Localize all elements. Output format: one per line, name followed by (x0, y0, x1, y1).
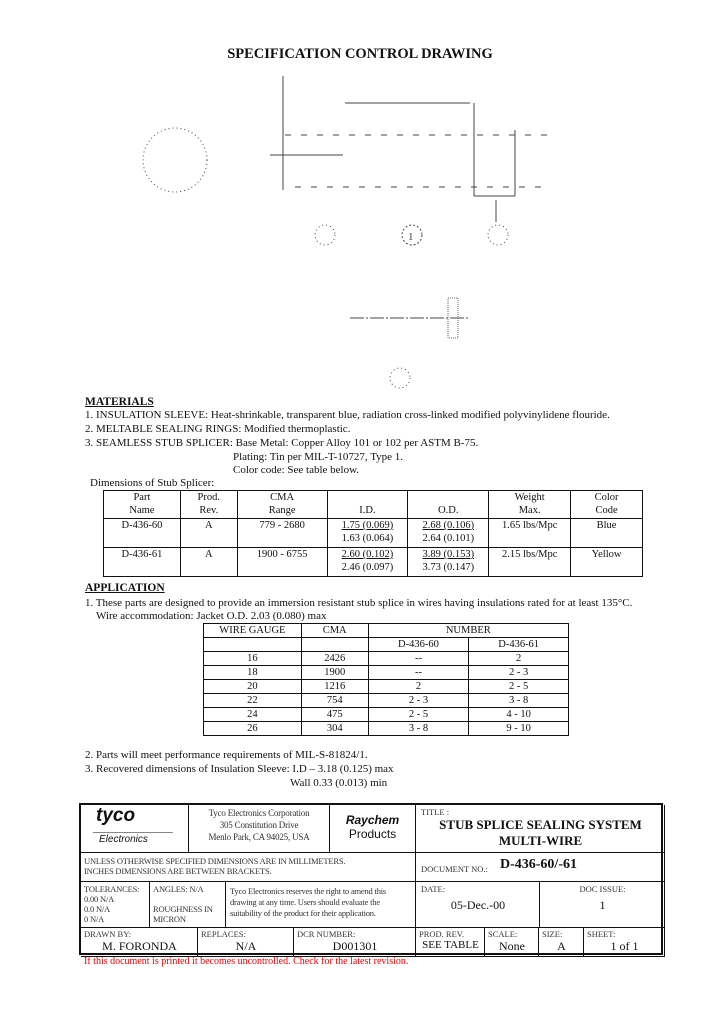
title-block-sheet: 1 of 1 (610, 939, 639, 953)
wire-table-rows-4-3: 4 - 10 (469, 708, 569, 722)
tolerances-cell (81, 882, 150, 928)
splicer-table-rows-1-7: 2.15 lbs/Mpc (489, 548, 571, 577)
table-row (204, 666, 569, 680)
logo-cell (81, 805, 189, 853)
splicer-table-headers-0-0: Part (133, 492, 151, 503)
splicer-table-rows-1-4: 2.46 (0.097) (341, 562, 394, 573)
title-block-brand: Raychem (345, 813, 400, 827)
title-cell (416, 805, 665, 853)
material-item: 2. MELTABLE SEALING RINGS: Modified thermoplastic. (85, 423, 351, 435)
title-block-address-1: 305 Constitution Drive (219, 820, 299, 830)
title-block-disclaimer-0: Tyco Electronics reserves the right to amend this (230, 886, 387, 896)
splicer-table-headers-1-1: Rev. (199, 505, 219, 516)
title-block-sheet-label: SHEET: (587, 929, 616, 939)
title-block-dcr: D001301 (332, 939, 378, 953)
splicer-table-rows-1-5: 3.89 (0.153) (422, 549, 475, 560)
splicer-table-rows-1-2: 1900 - 6755 (237, 548, 327, 577)
title-block-size: A (557, 939, 566, 953)
wire-table-rows-4-2: 2 - 5 (368, 708, 469, 722)
dcr-cell (294, 928, 416, 957)
title-block-docno-label: DOCUMENT NO.: (421, 864, 488, 874)
wire-table-rows-1-2: -- (368, 666, 469, 680)
material-color-code: Color code: See table below. (233, 464, 360, 476)
drawing (130, 60, 610, 390)
title-block-rough-1: MICRON (153, 914, 186, 924)
title-block-disclaimer-1: drawing at any time. Users should evaluate the (230, 897, 380, 907)
title-block-units1: UNLESS OTHERWISE SPECIFIED DIMENSIONS ARE IN MILLIMETERS. (84, 856, 346, 866)
title-block-date: 05-Dec.-00 (450, 898, 506, 912)
title-block (79, 803, 663, 955)
material-item: 3. SEAMLESS STUB SPLICER: Base Metal: Copper Alloy 101 or 102 per ASTM B-75. (85, 437, 479, 449)
splicer-table-rows-1-8: Yellow (571, 548, 643, 577)
splicer-table-headers-6-1: Code (595, 505, 618, 516)
title-block-size-label: SIZE: (542, 929, 563, 939)
raychem-cell (330, 805, 416, 853)
title-block-tol-2: 0.0 N/A (84, 904, 110, 914)
splicer-table-headers-6-0: Color (594, 492, 619, 503)
table-row (204, 722, 569, 736)
logo-sub: Electronics (99, 834, 148, 845)
splicer-table-headers-1-0: Prod. (197, 492, 221, 503)
address-cell (189, 805, 330, 853)
wire-table-rows-1-1: 1900 (301, 666, 368, 680)
table-row (104, 548, 643, 577)
size-cell (539, 928, 584, 957)
title-block-title2: MULTI-WIRE (498, 833, 583, 848)
title-block-scale-label: SCALE: (488, 929, 518, 939)
wire-table-rows-4-0: 24 (204, 708, 302, 722)
wire-table-rows-2-1: 1216 (301, 680, 368, 694)
title-block-replaces: N/A (235, 939, 257, 953)
sheet-cell (584, 928, 665, 957)
application-line: 3. Recovered dimensions of Insulation Sleeve: I.D – 3.18 (0.125) max (85, 763, 394, 775)
tyco-logo: tyco (96, 805, 136, 826)
title-block-scale: None (499, 939, 525, 953)
splicer-table-rows-0-2: 779 - 2680 (237, 519, 327, 548)
table-row (204, 708, 569, 722)
wire-table-rows-2-2: 2 (368, 680, 469, 694)
splicer-table-rows-0-7: 1.65 lbs/Mpc (489, 519, 571, 548)
material-item: 1. INSULATION SLEEVE: Heat-shrinkable, transparent blue, radiation cross-linked modified polyvinylidene flouride. (85, 409, 610, 421)
application-line: Wire accommodation: Jacket O.D. 2.03 (0.080) max (96, 610, 327, 622)
units-cell (81, 853, 416, 882)
title-block-issue-label: DOC ISSUE: (579, 884, 626, 894)
wire-table-headers-0: WIRE GAUGE (204, 624, 302, 638)
angles-cell (150, 882, 226, 928)
document-number: D-436-60/-61 (500, 857, 577, 872)
wire-table-rows-2-0: 20 (204, 680, 302, 694)
title-block-angles: ANGLES: N/A (153, 884, 204, 894)
title-block-issue: 1 (599, 898, 606, 912)
table-row (104, 519, 643, 548)
end-view-circle (143, 128, 207, 192)
title-block-disclaimer-2: suitability of the product for their application. (230, 908, 376, 918)
title-block-title-label: TITLE : (421, 807, 450, 817)
wire-table-rows-3-0: 22 (204, 694, 302, 708)
material-plating: Plating: Tin per MIL-T-10727, Type 1. (233, 451, 404, 463)
title-block-date-label: DATE: (421, 884, 446, 894)
table-row (204, 652, 569, 666)
wire-table (203, 623, 569, 736)
wire-table-rows-0-2: -- (368, 652, 469, 666)
table-row (204, 680, 569, 694)
replaces-cell (198, 928, 294, 957)
splicer-table (103, 490, 643, 577)
splicer-table-rows-1-3: 2.60 (0.102) (341, 549, 394, 560)
docno-cell (416, 853, 665, 882)
title-block-address-0: Tyco Electronics Corporation (208, 808, 310, 818)
wire-table-rows-3-3: 3 - 8 (469, 694, 569, 708)
splicer-table-headers-2-0: CMA (270, 492, 295, 503)
application-heading: APPLICATION (85, 582, 165, 594)
wire-table-rows-0-1: 2426 (301, 652, 368, 666)
splicer-table-headers-5-1: Max. (518, 505, 541, 516)
splicer-table-rows-1-1: A (180, 548, 237, 577)
title-block-tol-0: TOLERANCES: (84, 884, 140, 894)
wire-table-headers-4: D-436-61 (469, 638, 569, 652)
splicer-table-rows-0-0: D-436-60 (104, 519, 181, 548)
wire-table-rows-5-2: 3 - 8 (368, 722, 469, 736)
wire-table-rows-5-1: 304 (301, 722, 368, 736)
wire-table-rows-4-1: 475 (301, 708, 368, 722)
splicer-table-rows-0-8: Blue (571, 519, 643, 548)
wire-table-rows-3-2: 2 - 3 (368, 694, 469, 708)
wire-table-rows-5-3: 9 - 10 (469, 722, 569, 736)
title-block-dcr-label: DCR NUMBER: (297, 929, 356, 939)
application-line: Wall 0.33 (0.013) min (290, 777, 388, 789)
title-block-tol-3: 0 N/A (84, 914, 105, 924)
prodrev-cell (416, 928, 485, 957)
wire-table-headers-3: D-436-60 (368, 638, 469, 652)
table-row (204, 694, 569, 708)
scale-cell (485, 928, 539, 957)
splicer-table-rows-0-6: 2.64 (0.101) (422, 533, 475, 544)
wire-table-rows-0-3: 2 (469, 652, 569, 666)
splicer-table-headers-0-1: Name (129, 505, 155, 516)
wire-table-rows-2-3: 2 - 5 (469, 680, 569, 694)
splicer-table-rows-0-1: A (180, 519, 237, 548)
uncontrolled-notice: If this document is printed it becomes uncontrolled. Check for the latest revision. (84, 956, 409, 967)
table-header-row (104, 491, 643, 519)
balloon-label: 1 (408, 231, 414, 243)
wire-table-headers-1: CMA (301, 624, 368, 638)
splicer-table-headers-2-1: Range (268, 505, 296, 516)
title-block-drawn-label: DRAWN BY: (84, 929, 131, 939)
drawn-cell (81, 928, 198, 957)
title-block-brand-sub: Products (348, 827, 397, 841)
wire-table-rows-0-0: 16 (204, 652, 302, 666)
title-block-tol-1: 0.00 N/A (84, 894, 115, 904)
issue-cell (540, 882, 665, 928)
date-cell (416, 882, 540, 928)
splicer-table-rows-0-5: 2.68 (0.106) (422, 520, 475, 531)
splicer-table-headers-4-1: O.D. (438, 505, 459, 516)
wire-table-rows-1-3: 2 - 3 (469, 666, 569, 680)
materials-heading: MATERIALS (85, 396, 154, 408)
wire-table-rows-3-1: 754 (301, 694, 368, 708)
title-block-units2: INCHES DIMENSIONS ARE BETWEEN BRACKETS. (84, 866, 272, 876)
title-block-rough-0: ROUGHNESS IN (153, 904, 213, 914)
wire-table-rows-1-0: 18 (204, 666, 302, 680)
title-block-address-2: Menlo Park, CA 94025, USA (208, 832, 310, 842)
splicer-table-rows-0-3: 1.75 (0.069) (341, 520, 394, 531)
title-block-drawn: M. FORONDA (102, 939, 177, 953)
title-block-title1: STUB SPLICE SEALING SYSTEM (439, 817, 642, 832)
splicer-table-rows-1-6: 3.73 (0.147) (422, 562, 475, 573)
splicer-table-headers-5-0: Weight (514, 492, 545, 503)
title-block-replaces-label: REPLACES: (201, 929, 246, 939)
splicer-table-rows-1-0: D-436-61 (104, 548, 181, 577)
splicer-table-headers-3-1: I.D. (359, 505, 376, 516)
dims-label: Dimensions of Stub Splicer: (90, 477, 215, 489)
page-title: SPECIFICATION CONTROL DRAWING (227, 46, 493, 62)
wire-table-rows-5-0: 26 (204, 722, 302, 736)
application-line: 1. These parts are designed to provide an immersion resistant stub splice in wires having insulations rated for at least 135°C. (85, 597, 633, 609)
wire-table-headers-2: NUMBER (368, 624, 568, 638)
disclaimer-cell (226, 882, 416, 928)
splicer-table-rows-0-4: 1.63 (0.064) (341, 533, 394, 544)
application-line: 2. Parts will meet performance requirements of MIL-S-81824/1. (85, 749, 368, 761)
title-block-prodrev-label: PROD. REV. (419, 929, 464, 939)
title-block-prodrev: SEE TABLE (422, 939, 479, 951)
